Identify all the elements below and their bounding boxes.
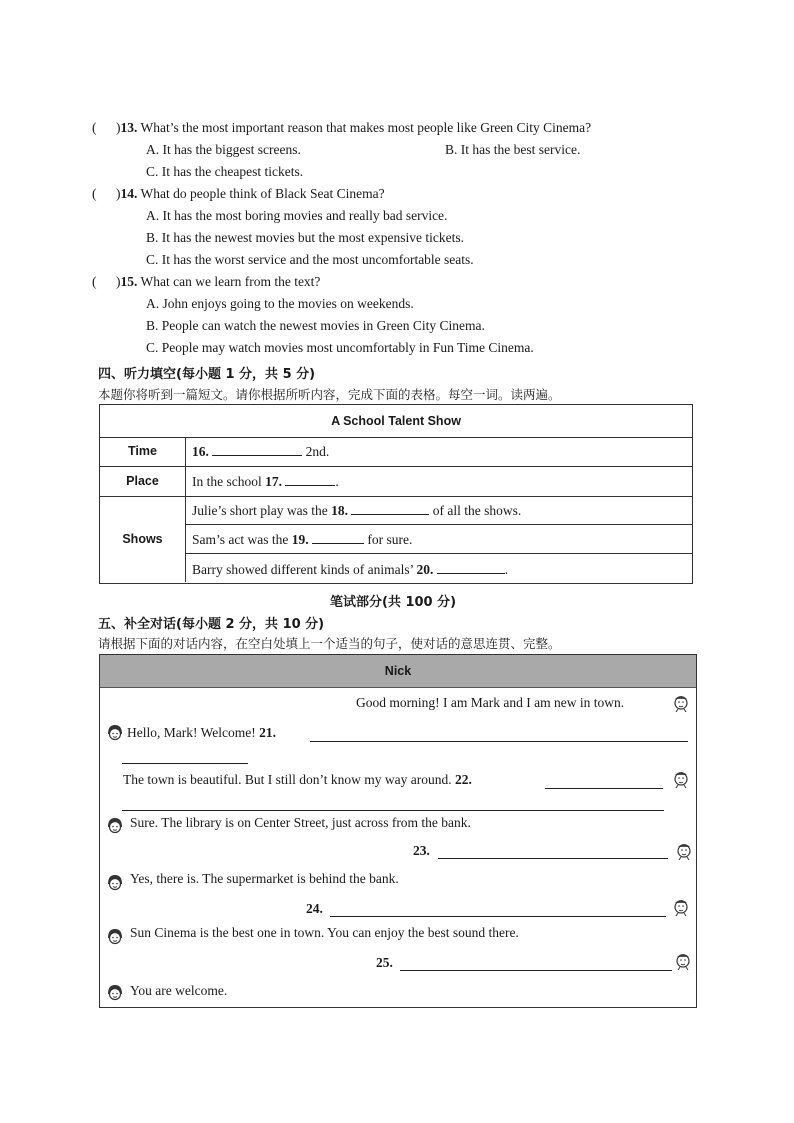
- blank-number: 16.: [192, 444, 209, 459]
- question-15: [92, 274, 320, 290]
- question-text: What do people think of Black Seat Cinema?: [140, 186, 385, 201]
- answer-blank-19[interactable]: [312, 531, 364, 544]
- label-time: Time: [100, 437, 186, 466]
- answer-paren-close: ): [116, 274, 121, 289]
- answer-blank-17[interactable]: [285, 473, 335, 486]
- mark-line-1: Good morning! I am Mark and I am new in town.: [356, 695, 625, 710]
- question-13: [92, 120, 591, 136]
- place-suffix: .: [335, 474, 339, 489]
- option-14a: A. It has the most boring movies and really bad service.: [146, 208, 448, 223]
- girl-face-icon: [106, 873, 124, 893]
- place-text: In the school: [192, 474, 262, 489]
- row-divider: [100, 466, 692, 467]
- row-divider: [186, 553, 692, 554]
- show-text: Julie’s short play was the: [192, 503, 328, 518]
- show-suffix: .: [504, 562, 509, 577]
- answer-paren-open[interactable]: (: [92, 274, 97, 289]
- section5-instruction: 请根据下面的对话内容，在空白处填上一个适当的句子，使对话的意思连贯、完整。: [98, 636, 561, 651]
- blank-number: 20.: [416, 562, 434, 577]
- blank-number: 25.: [376, 955, 393, 970]
- show-suffix: of all the shows.: [432, 503, 522, 518]
- time-cell: [192, 443, 329, 460]
- nick-line-5: You are welcome.: [130, 983, 228, 998]
- place-cell: [192, 473, 339, 490]
- boy-face-icon: [672, 896, 690, 916]
- answer-paren-open[interactable]: (: [92, 120, 97, 135]
- time-suffix: 2nd.: [305, 444, 330, 459]
- row-divider: [186, 524, 692, 525]
- option-13c: C. It has the cheapest tickets.: [146, 164, 304, 179]
- answer-blank-16[interactable]: [212, 443, 302, 456]
- option-13b: B. It has the best service.: [445, 142, 581, 157]
- answer-paren-close: ): [116, 120, 121, 135]
- nick-line-1-text: Hello, Mark! Welcome!: [127, 725, 256, 740]
- question-number: 13.: [120, 120, 138, 135]
- row-divider: [100, 496, 692, 497]
- dialogue-header: Nick: [100, 655, 696, 688]
- show-cell-barry: [192, 561, 508, 578]
- answer-paren-close: ): [116, 186, 121, 201]
- question-14: [92, 186, 385, 202]
- answer-blank-21a[interactable]: [310, 729, 688, 742]
- girl-face-icon: [106, 723, 124, 743]
- label-shows: Shows: [100, 496, 186, 582]
- option-15a: A. John enjoys going to the movies on weekends.: [146, 296, 414, 311]
- blank-number: 18.: [331, 503, 348, 518]
- answer-blank-24[interactable]: [330, 904, 666, 917]
- nick-line-4: Sun Cinema is the best one in town. You can enjoy the best sound there.: [130, 925, 519, 940]
- show-cell-julie: [192, 502, 521, 519]
- written-part-heading: 笔试部分(共 100 分): [330, 595, 457, 610]
- blank-number: 24.: [306, 901, 323, 916]
- nick-line-2: Sure. The library is on Center Street, just across from the bank.: [130, 815, 471, 830]
- girl-face-icon: [106, 816, 124, 836]
- answer-blank-22a[interactable]: [545, 776, 663, 789]
- blank-number: 21.: [259, 725, 276, 740]
- mark-line-2-text: The town is beautiful. But I still don’t know my way around.: [123, 772, 452, 787]
- boy-face-icon: [672, 692, 690, 712]
- answer-blank-20[interactable]: [437, 561, 505, 574]
- section4-title: 四、听力填空(每小题 1 分，共 5 分): [98, 367, 316, 382]
- talent-show-table: [99, 404, 693, 584]
- blank-number: 17.: [265, 474, 282, 489]
- show-text: Sam’s act was the: [192, 532, 289, 547]
- question-text: What can we learn from the text?: [140, 274, 321, 289]
- answer-blank-22b[interactable]: [122, 798, 664, 811]
- blank-number: 22.: [454, 772, 472, 787]
- option-15c: C. People may watch movies most uncomfortably in Fun Time Cinema.: [146, 340, 534, 355]
- show-text: Barry showed different kinds of animals’: [192, 562, 414, 577]
- option-14b: B. It has the newest movies but the most expensive tickets.: [146, 230, 464, 245]
- mark-line-2: [123, 772, 472, 788]
- answer-blank-21b[interactable]: [122, 751, 248, 764]
- nick-line-3: Yes, there is. The supermarket is behind the bank.: [130, 871, 399, 886]
- section5-title: 五、补全对话(每小题 2 分，共 10 分): [98, 617, 325, 632]
- option-15b: B. People can watch the newest movies in Green City Cinema.: [146, 318, 485, 333]
- answer-paren-open[interactable]: (: [92, 186, 97, 201]
- blank-number: 23.: [413, 843, 430, 858]
- girl-face-icon: [106, 983, 124, 1003]
- answer-blank-25[interactable]: [400, 958, 672, 971]
- label-place: Place: [100, 466, 186, 496]
- answer-blank-18[interactable]: [351, 502, 429, 515]
- question-number: 15.: [120, 274, 138, 289]
- girl-face-icon: [106, 927, 124, 947]
- boy-face-icon: [672, 768, 690, 788]
- question-text: What’s the most important reason that makes most people like Green City Cinema?: [140, 120, 592, 135]
- section4-instruction: 本题你将听到一篇短文。请你根据所听内容，完成下面的表格。每空一词。读两遍。: [98, 387, 561, 402]
- show-cell-sam: [192, 531, 412, 548]
- option-14c: C. It has the worst service and the most uncomfortable seats.: [146, 252, 474, 267]
- option-13a: A. It has the biggest screens.: [146, 142, 301, 157]
- show-suffix: for sure.: [367, 532, 413, 547]
- question-number: 14.: [120, 186, 138, 201]
- table-title: A School Talent Show: [100, 405, 692, 438]
- nick-line-1: [127, 725, 276, 741]
- blank-number: 19.: [291, 532, 309, 547]
- answer-blank-23[interactable]: [438, 846, 668, 859]
- boy-face-icon: [674, 950, 692, 970]
- boy-face-icon: [675, 840, 693, 860]
